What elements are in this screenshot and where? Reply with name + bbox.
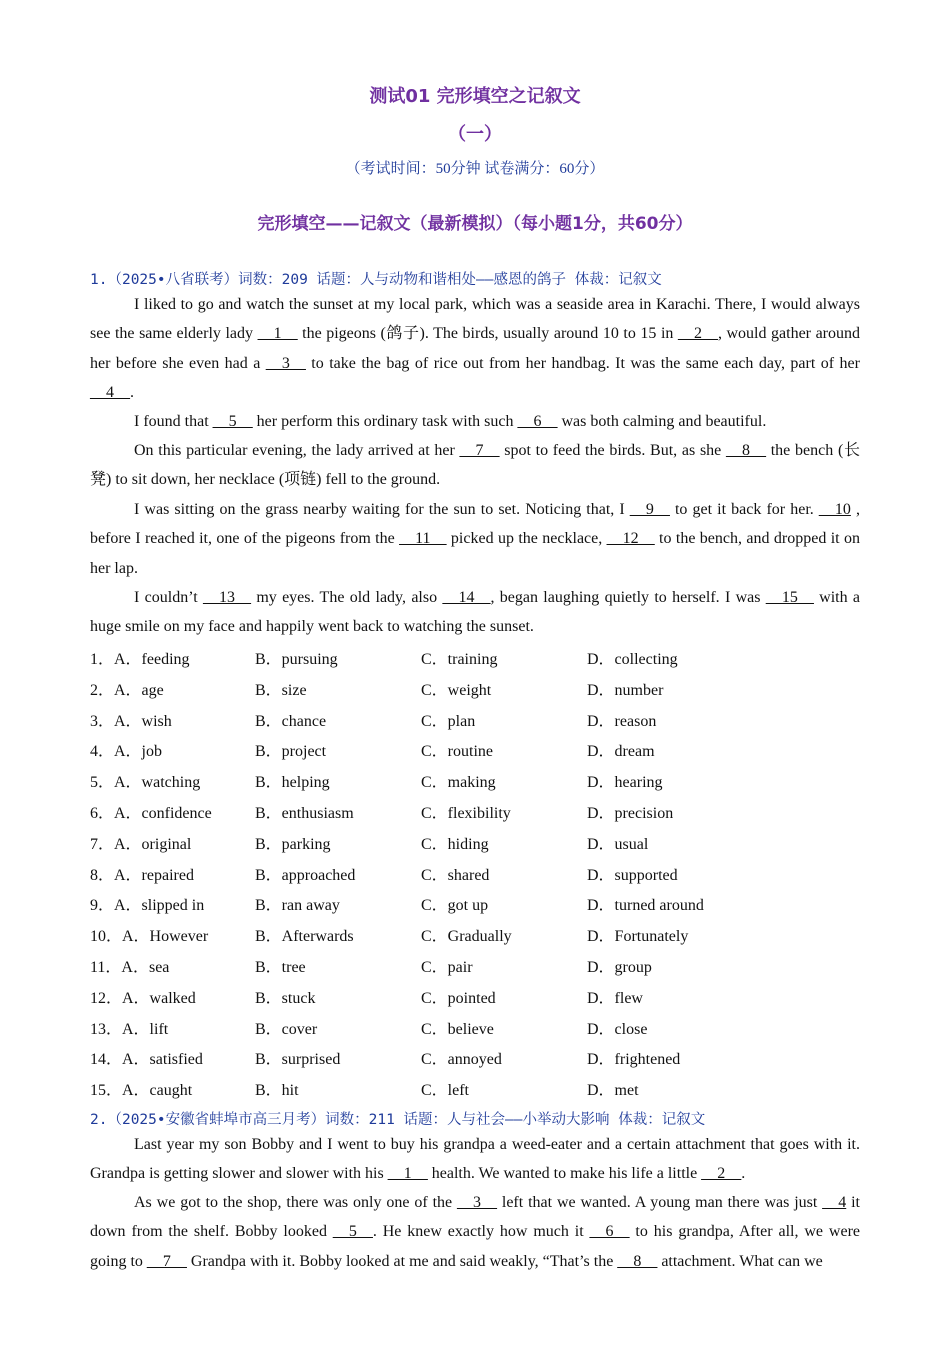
option-choice: D．reason — [587, 712, 657, 730]
text: , would gather around her before she even had a — [90, 325, 860, 372]
blank: __15__ — [765, 589, 814, 606]
blank: __3__ — [457, 1194, 497, 1211]
text: to the bench, and dropped it on her lap. — [90, 530, 860, 577]
blank: __6__ — [589, 1223, 630, 1241]
option-choice: B．enthusiasm — [255, 805, 354, 822]
text: the pigeons (鸽子). The birds, usually around 10 to 15 in — [297, 325, 678, 343]
text: the bench (长凳) to sit down, her necklace (项链) fell to the ground. — [90, 442, 860, 489]
option-choice: C．weight — [421, 681, 492, 699]
blank: __2__ — [677, 325, 718, 343]
text: spot to feed the birds. But, as she — [499, 442, 727, 459]
option-choice: B．surprised — [255, 1051, 341, 1069]
text: I was sitting on the grass nearby waiting for the sun to set. Noticing that, I — [134, 501, 630, 518]
option-choice: B．pursuing — [255, 651, 338, 668]
option-choice: D．supported — [587, 866, 678, 884]
question-1-heading: 1.（2025•八省联考）词数：209 话题：人与动物和谐相处——感恩的鸽子 体裁：记叙文 — [90, 272, 662, 288]
option-choice: D．Fortunately — [587, 928, 689, 946]
option-choice: B．helping — [255, 774, 330, 792]
option-choice: 9．A．slipped in — [90, 897, 205, 915]
text: picked up the necklace, — [446, 530, 607, 548]
text: attachment. What can we — [657, 1252, 823, 1270]
text: . — [130, 384, 134, 402]
blank: __13__ — [203, 589, 251, 606]
option-choice: 7．A．original — [90, 835, 192, 853]
blank: __2__ — [701, 1165, 742, 1183]
option-choice: 8．A．repaired — [90, 866, 194, 884]
blank: __3__ — [265, 354, 306, 372]
option-choice: B．chance — [255, 712, 327, 730]
blank: __11__ — [399, 530, 447, 548]
option-choice: C．training — [421, 651, 498, 668]
option-choice: D．collecting — [587, 651, 678, 668]
option-choice: 1．A．feeding — [90, 651, 190, 668]
text: , before I reached it, one of the pigeons from the — [90, 501, 860, 548]
blank: __5__ — [212, 413, 253, 430]
option-choice: B．stuck — [255, 989, 316, 1007]
blank: __9__ — [629, 501, 670, 518]
text: , began laughing quietly to herself. I was — [490, 589, 766, 606]
blank: __5__ — [332, 1223, 373, 1241]
option-choice: D．number — [587, 681, 664, 699]
option-choice: B．size — [255, 681, 307, 699]
text: . — [741, 1165, 746, 1183]
blank: __7__ — [459, 442, 500, 459]
text: . He knew exactly how much it — [372, 1223, 590, 1241]
text: left that we wanted. A young man there was just — [497, 1194, 823, 1211]
option-choice: 5．A．watching — [90, 774, 201, 792]
option-choice: B．project — [255, 743, 327, 761]
option-choice: B．cover — [255, 1020, 318, 1038]
option-choice: 13．A．lift — [90, 1020, 169, 1038]
text: to take the bag of rice out from her handbag. It was the same each day, part of her — [305, 354, 860, 372]
option-choice: D．usual — [587, 835, 649, 853]
option-choice: B．parking — [255, 835, 331, 853]
q1-paragraph-4 — [90, 495, 860, 583]
option-choice: C．making — [421, 774, 496, 792]
q1-paragraph-2 — [90, 407, 860, 436]
blank: __12__ — [606, 530, 655, 548]
option-choice: C．pointed — [421, 989, 496, 1007]
option-choice: 11．A．sea — [90, 959, 170, 976]
blank: __4__ — [90, 384, 130, 402]
option-choice: D．frightened — [587, 1051, 681, 1069]
option-choice: D．precision — [587, 805, 674, 822]
option-choice: C．got up — [421, 897, 489, 915]
option-choice: 12．A．walked — [90, 989, 196, 1007]
blank: __6__ — [517, 413, 558, 430]
option-choice: 6．A．confidence — [90, 805, 212, 822]
q2-paragraph-1 — [90, 1130, 860, 1189]
option-choice: D．flew — [587, 989, 643, 1007]
option-choice: C．left — [421, 1082, 469, 1100]
option-choice: D．dream — [587, 743, 655, 761]
text: I liked to go and watch the sunset at my local park, which was a seaside area in Karachi. There, I would always see the same elderly lady — [90, 296, 860, 343]
text: I found that — [134, 413, 213, 430]
option-choice: C．Gradually — [421, 928, 512, 946]
blank: __4 — [822, 1194, 847, 1211]
text: her perform this ordinary task with such — [252, 413, 518, 430]
text: health. We wanted to make his life a little — [427, 1165, 702, 1183]
text: to get it back for her. — [669, 501, 819, 518]
option-choice: 14．A．satisfied — [90, 1051, 203, 1069]
option-choice: C．annoyed — [421, 1051, 502, 1069]
text: with a huge smile on my face and happily went back to watching the sunset. — [90, 589, 861, 636]
option-choice: B．ran away — [255, 897, 340, 915]
document-part: （一） — [448, 124, 502, 145]
text: As we got to the shop, there was only one of the — [134, 1194, 457, 1211]
option-choice: 15．A．caught — [90, 1082, 193, 1100]
option-choice: D．hearing — [587, 774, 663, 792]
option-choice: D．met — [587, 1082, 639, 1100]
option-choice: C．flexibility — [421, 805, 511, 822]
option-choice: D．close — [587, 1020, 648, 1038]
text: I couldn’t — [134, 589, 203, 606]
blank: __8__ — [726, 442, 767, 459]
blank: __7__ — [146, 1252, 187, 1270]
q1-paragraph-5 — [90, 583, 860, 642]
text: On this particular evening, the lady arrived at her — [134, 442, 460, 459]
option-choice: C．shared — [421, 866, 490, 884]
q1-paragraph-1 — [90, 290, 860, 408]
text: my eyes. The old lady, also — [251, 589, 443, 606]
option-choice: B．Afterwards — [255, 928, 354, 946]
text: it down from the shelf. Bobby looked — [90, 1194, 860, 1241]
blank: __14__ — [442, 589, 491, 606]
text: Grandpa with it. Bobby looked at me and said weakly, “That’s the — [186, 1252, 618, 1270]
blank: __10 — [818, 501, 851, 518]
option-choice: 2．A．age — [90, 681, 164, 699]
option-choice: B．tree — [255, 959, 306, 976]
q2-paragraph-2 — [90, 1188, 860, 1276]
text: Last year my son Bobby and I went to buy his grandpa a weed-eater and a certain attachment that goes with it. Grandpa is getting slower and slower with his — [90, 1136, 860, 1183]
option-choice: C．plan — [421, 712, 476, 730]
section-title: 完形填空——记叙文（最新模拟）（每小题1分，共60分） — [257, 214, 693, 234]
document-title: 测试01 完形填空之记叙文 — [369, 86, 581, 107]
option-choice: 3．A．wish — [90, 712, 172, 730]
blank: __1__ — [257, 325, 298, 343]
exam-info: （考试时间：50分钟 试卷满分：60分） — [345, 161, 605, 177]
option-choice: C．hiding — [421, 835, 489, 853]
option-choice: C．pair — [421, 959, 473, 976]
option-choice: D．turned around — [587, 897, 704, 915]
question-2-heading: 2.（2025•安徽省蚌埠市高三月考）词数：211 话题：人与社会——小举动大影响 体裁：记叙文 — [90, 1112, 706, 1128]
option-choice: B．approached — [255, 866, 356, 884]
option-choice: 4．A．job — [90, 743, 163, 761]
option-choice: 10．A．However — [90, 928, 209, 946]
text: to his grandpa, After all, we were going to — [90, 1223, 861, 1270]
option-choice: B．hit — [255, 1082, 299, 1100]
blank: __1__ — [387, 1165, 428, 1183]
text: was both calming and beautiful. — [557, 413, 767, 430]
q1-paragraph-3 — [90, 436, 860, 495]
blank: __8__ — [617, 1252, 658, 1270]
option-choice: C．routine — [421, 743, 493, 761]
option-choice: C．believe — [421, 1020, 494, 1038]
option-choice: D．group — [587, 959, 652, 976]
